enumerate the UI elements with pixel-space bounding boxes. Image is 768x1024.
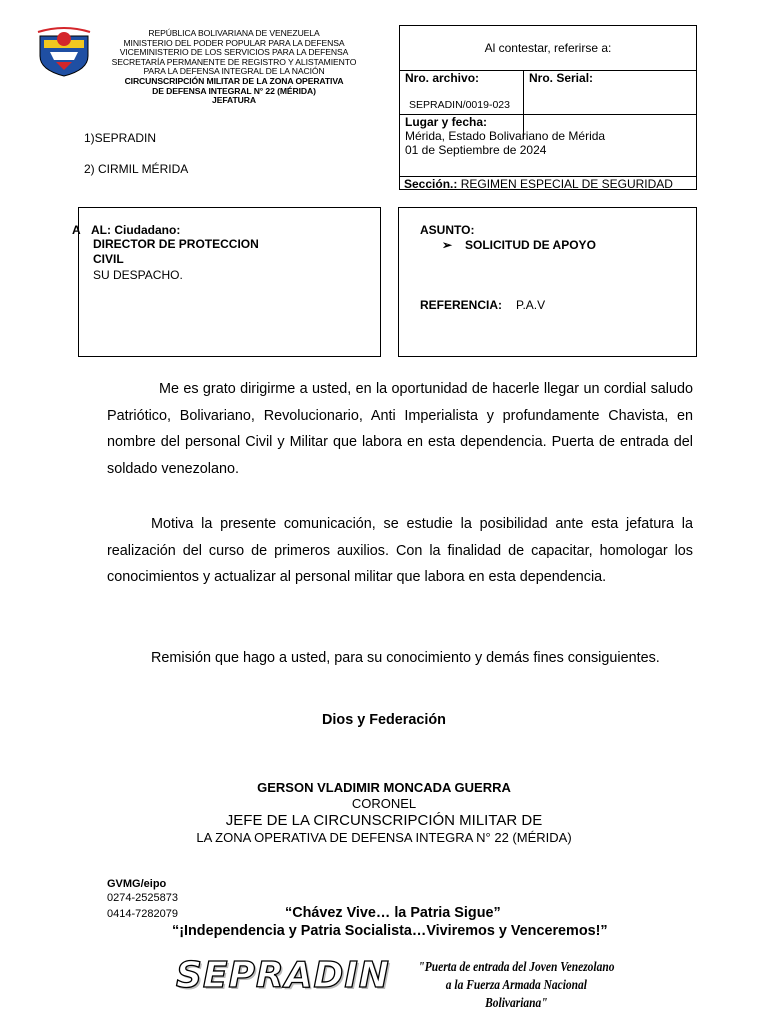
header-line: VICEMINISTERIO DE LOS SERVICIOS PARA LA DEFENSA xyxy=(119,47,349,58)
signatory-rank: CORONEL xyxy=(351,796,417,811)
signatory-name: GERSON VLADIMIR MONCADA GUERRA xyxy=(257,780,511,795)
signatory-position-2: LA ZONA OPERATIVA DE DEFENSA INTEGRA N° 22 (MÉRIDA) xyxy=(196,830,572,845)
reference-box xyxy=(399,25,697,190)
slogan-line-2: a la Fuerza Armada Nacional Bolivariana" xyxy=(445,978,587,1011)
serial-label: Nro. Serial: xyxy=(529,71,594,85)
subject-box xyxy=(398,207,697,357)
distribution-1: 1)SEPRADIN xyxy=(84,131,157,145)
asunto-label: ASUNTO: xyxy=(420,223,475,237)
header-line-bold: DE DEFENSA INTEGRAL N° 22 (MÉRIDA) xyxy=(152,85,316,96)
seccion-label: Sección.: xyxy=(404,177,458,191)
addressee-box xyxy=(78,207,381,357)
archivo-value: SEPRADIN/0019-023 xyxy=(409,99,510,111)
addressee-line3: SU DESPACHO. xyxy=(93,268,183,282)
fecha-value: 01 de Septiembre de 2024 xyxy=(405,143,547,157)
header-line: MINISTERIO DEL PODER POPULAR PARA LA DEFENSA xyxy=(123,37,345,48)
body-paragraph-1: Me es grato dirigirme a usted, en la oportunidad de hacerle llegar un cordial saludo Patriótico, Bolivariano, Revolucionario, Anti Imperialista y profundamente Chavista, en nombre del personal Civil y Militar que labora en esta dependencia. Puerta de entrada del soldado venezolano. xyxy=(107,381,693,477)
lugar-value: Mérida, Estado Bolivariano de Mérida xyxy=(405,129,606,143)
lugar-label: Lugar y fecha: xyxy=(405,115,488,129)
addressee-prefix: A xyxy=(72,223,81,237)
archivo-label: Nro. archivo: xyxy=(405,71,480,85)
contestar-label: Al contestar, referirse a: xyxy=(400,26,696,71)
body-paragraph-2: Motiva la presente comunicación, se estudie la posibilidad ante esta jefatura la realización del curso de primeros auxilios. Con la finalidad de capacitar, homologar los conocimientos y actualizar al personal militar que labora en esta dependencia. xyxy=(107,516,693,586)
sepradin-logo: SEPRADIN xyxy=(176,955,390,996)
al-label: AL: Ciudadano: xyxy=(91,223,181,237)
motto-2: “¡Independencia y Patria Socialista…Viviremos y Venceremos!” xyxy=(172,923,608,939)
lugar-cell xyxy=(400,114,696,166)
motto-1: “Chávez Vive… la Patria Sigue” xyxy=(285,905,501,921)
phone-1: 0274-2525873 xyxy=(107,892,178,904)
header-line: REPÚBLICA BOLIVARIANA DE VENEZUELA xyxy=(148,28,320,38)
slogan-line-1: "Puerta de entrada del Joven Venezolano xyxy=(418,960,615,975)
distribution-2: 2) CIRMIL MÉRIDA xyxy=(84,162,189,176)
seccion-value: REGIMEN ESPECIAL DE SEGURIDAD xyxy=(460,177,673,191)
asunto-value: SOLICITUD DE APOYO xyxy=(465,238,596,252)
seccion-cell xyxy=(400,176,696,191)
coat-of-arms-icon xyxy=(36,26,92,78)
initials: GVMG/eipo xyxy=(107,878,167,890)
referencia-label: REFERENCIA: xyxy=(420,298,503,312)
body-paragraph-3: Remisión que hago a usted, para su conocimiento y demás fines consiguientes. xyxy=(151,650,660,666)
header-line: SECRETARÍA PERMANENTE DE REGISTRO Y ALISTAMIENTO xyxy=(111,56,357,67)
addressee-line1: DIRECTOR DE PROTECCION xyxy=(93,237,259,251)
referencia-value: P.A.V xyxy=(516,298,546,312)
signatory-position-1: JEFE DE LA CIRCUNSCRIPCIÓN MILITAR DE xyxy=(225,812,543,829)
header-line: PARA LA DEFENSA INTEGRAL DE LA NACIÓN xyxy=(143,66,325,77)
bullet-arrow-icon: ➢ xyxy=(442,238,453,252)
institution-header xyxy=(100,29,368,106)
phone-2: 0414-7282079 xyxy=(107,908,178,920)
addressee-line2: CIVIL xyxy=(93,252,124,266)
closing: Dios y Federación xyxy=(322,712,446,728)
slogan xyxy=(418,959,615,1013)
header-line-bold: JEFATURA xyxy=(212,95,256,106)
header-line-bold: CIRCUNSCRIPCIÓN MILITAR DE LA ZONA OPERATIVA xyxy=(124,75,344,86)
